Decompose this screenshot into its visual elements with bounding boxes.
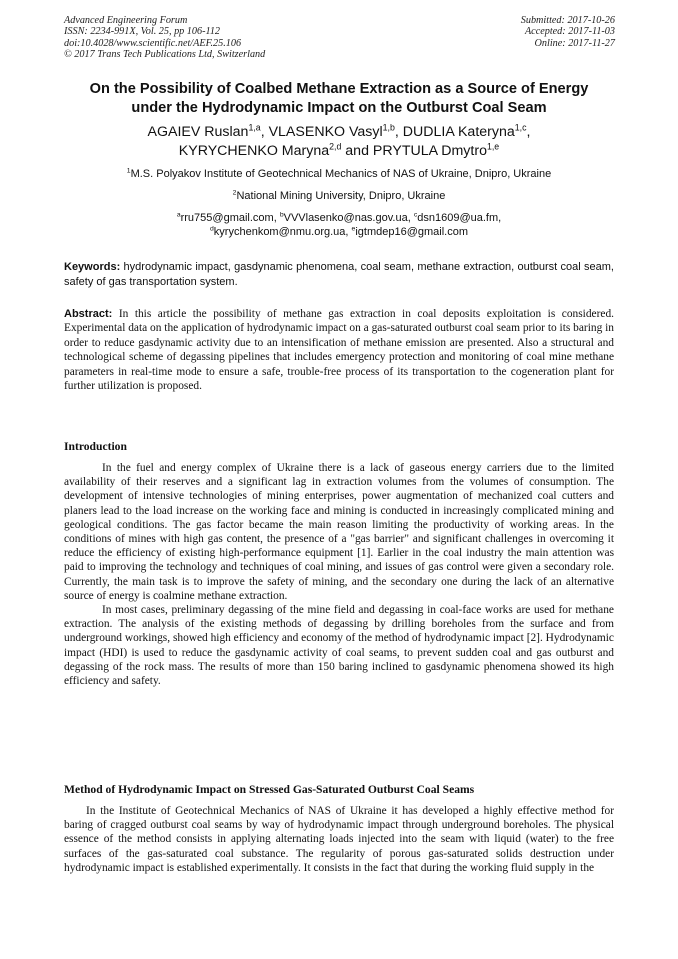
email-address[interactable]: VVVlasenko@nas.gov.ua,	[283, 212, 414, 224]
author-line-2	[50, 142, 628, 161]
affiliation-text: M.S. Polyakov Institute of Geotechnical Mechanics of NAS of Ukraine, Dnipro, Ukraine	[130, 168, 552, 180]
abstract-label: Abstract:	[64, 308, 113, 320]
abstract	[64, 307, 614, 393]
introduction-heading: Introduction	[64, 440, 127, 453]
author-affil: 1,b	[382, 122, 395, 133]
journal-doi: doi:10.4028/www.scientific.net/AEF.25.106	[64, 37, 242, 49]
paper-title	[50, 80, 628, 118]
email-marker: c	[413, 211, 418, 219]
keywords-label: Keywords:	[64, 261, 121, 273]
author-separator: ,	[394, 124, 403, 140]
author-affil: 1,c	[514, 122, 527, 133]
email-line-2	[40, 225, 638, 239]
affiliation-number: 1	[126, 167, 131, 175]
author-name: DUDLIA Kateryna	[402, 124, 515, 140]
affiliation-text: National Mining University, Dnipro, Ukraine	[236, 190, 446, 202]
author-separator: ,	[260, 124, 269, 140]
journal-copyright: © 2017 Trans Tech Publications Ltd, Switzerland	[64, 49, 266, 61]
email-marker: e	[351, 225, 356, 233]
abstract-text: In this article the possibility of methane gas extraction in coal deposits exploitation is considered. Experimental data on the application of hydrodynamic impact on a gas-saturated outburst coal seam prior to its baring in order to reduce gasdynamic activity due to an intensification of methane emission are presented. Also a structural and technological scheme of degassing pipelines that includes emergency protection and monitoring of coal mine methane parameters in real-time mode to ensure a safe, trouble-free process of its transportation to the cogeneration plant for further utilization is proposed.	[64, 308, 614, 393]
email-address[interactable]: dsn1609@ua.fm,	[417, 212, 502, 224]
author-name: AGAIEV Ruslan	[147, 124, 249, 140]
author-line-1	[50, 123, 628, 142]
affiliation-2	[40, 189, 638, 203]
submission-dates	[521, 15, 615, 49]
introduction-paragraph-2: In most cases, preliminary degassing of the mine field and degassing in coal-face works are used for methane extraction. The analysis of the existing methods of degassing by drilling boreholes from the surface and from underground workings, showed high efficiency and economy of the method of hydrodynamic impact [2]. Hydrodynamic impact (HDI) is used to reduce the gasdynamic activity of coal seams, to prevent sudden coal and gas outburst and degassing of the rock mass. The results of more than 150 baring inclined to gasdynamic phenomena showed its high efficiency and safety.	[64, 604, 614, 688]
online-date: Online: 2017-11-27	[534, 37, 615, 49]
method-body	[64, 804, 614, 875]
email-marker: a	[176, 211, 181, 219]
email-address[interactable]: rru755@gmail.com,	[180, 212, 280, 224]
submitted-date: Submitted: 2017-10-26	[520, 15, 615, 26]
author-name: PRYTULA Dmytro	[372, 143, 487, 159]
accepted-date: Accepted: 2017-11-03	[524, 26, 615, 38]
keywords	[64, 260, 614, 290]
author-separator: and	[341, 143, 373, 159]
author-name: VLASENKO Vasyl	[268, 124, 383, 140]
affiliation-number: 2	[232, 189, 237, 197]
email-address[interactable]: kyrychenkom@nmu.org.ua,	[213, 226, 352, 238]
title-line-2: under the Hydrodynamic Impact on the Outburst Coal Seam	[131, 100, 547, 116]
email-line-1	[40, 211, 638, 225]
introduction-body	[64, 461, 614, 688]
author-affil: 1,e	[486, 141, 500, 152]
email-marker: b	[279, 211, 284, 219]
affiliation-1	[40, 167, 638, 181]
journal-issn: ISSN: 2234-991X, Vol. 25, pp 106-112	[64, 26, 221, 38]
author-separator: ,	[526, 124, 531, 140]
email-marker: d	[210, 225, 214, 233]
method-paragraph-1: In the Institute of Geotechnical Mechanics of NAS of Ukraine it has developed a highly effective method for baring of cragged outburst coal seams by way of hydrodynamic impact through underground boreholes. The physical essence of the method consists in applying alternating loads injected into the seam with liquid (water) to the free surfaces of the gas-saturated coal substance. The regularity of porous gas-saturated solids destruction under hydrodynamic impact is established experimentally. It consists in the fact that during the working fluid supply in the	[64, 805, 614, 874]
journal-name: Advanced Engineering Forum	[64, 15, 188, 26]
method-heading: Method of Hydrodynamic Impact on Stressed Gas-Saturated Outburst Coal Seams	[64, 783, 475, 796]
keywords-text: hydrodynamic impact, gasdynamic phenomena, coal seam, methane extraction, outburst coal seam, safety of gas transportation system.	[64, 261, 614, 288]
author-affil: 1,a	[248, 122, 261, 133]
author-affil: 2,d	[329, 141, 342, 152]
email-address[interactable]: igtmdep16@gmail.com	[355, 226, 468, 238]
journal-info	[64, 15, 265, 61]
author-name: KYRYCHENKO Maryna	[178, 143, 330, 159]
title-line-1: On the Possibility of Coalbed Methane Extraction as a Source of Energy	[89, 81, 589, 97]
introduction-paragraph-1: In the fuel and energy complex of Ukraine there is a lack of gaseous energy carriers due to the limited availability of their reserves and a significant lag in extraction volumes from the volumes of consumption. The development of intensive technologies of mining enterprises, power augmentation of mechanized coal cutters and planers lead to the load increase on the working face and mining is conducted in increasingly complicated mining and geological conditions. The gas factor became the main reason limiting the productivity of working areas. In the conditions of mines with high gas content, the presence of a "gas barrier" and significant challenges in overcoming it reduce the efficiency of existing high-performance equipment [1]. Earlier in the coal industry the main attention was paid to improving the technology and techniques of coal mining, and issues of gas control were given a secondary role. Currently, the main task is to improve the safety of mining, and the secondary one during the lack of an alternative source of energy is coalmine methane extraction.	[64, 462, 614, 602]
author-list	[50, 123, 628, 161]
